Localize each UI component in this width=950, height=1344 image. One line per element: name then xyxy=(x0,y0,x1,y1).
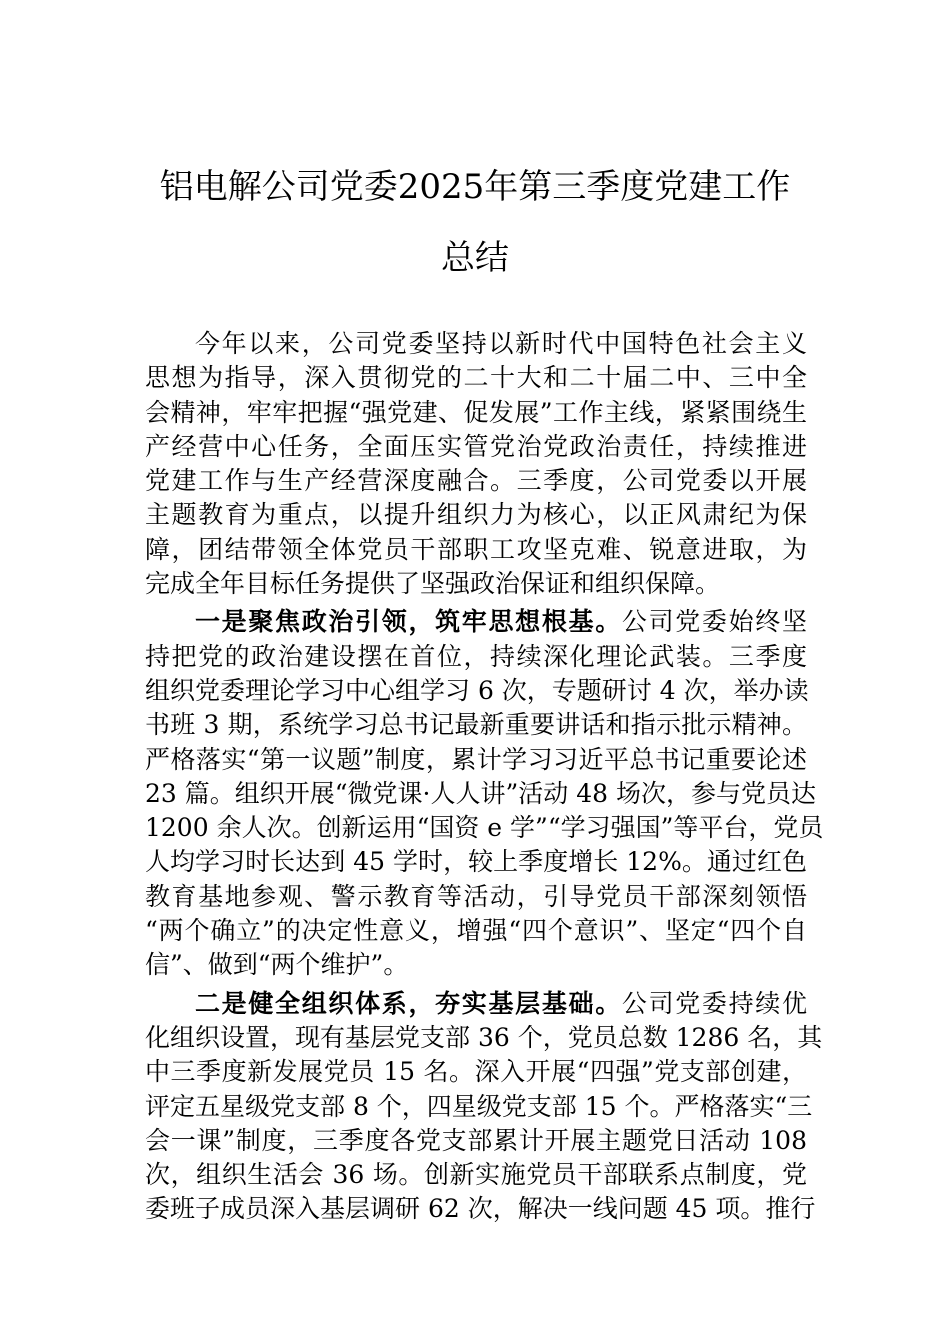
text-line xyxy=(145,396,807,430)
line-text: 中三季度新发展党员 15 名。深入开展“四强”党支部创建， xyxy=(145,1057,807,1087)
text-line xyxy=(145,464,807,498)
text-line xyxy=(145,1192,816,1226)
paragraph xyxy=(145,605,824,982)
line-text: 主题教育为重点，以提升组织力为核心，以正风肃纪为保 xyxy=(145,500,807,530)
line-text: 1200 余人次。创新运用“国资 e 学”“学习强国”等平台，党员 xyxy=(145,813,824,843)
line-text: 评定五星级党支部 8 个，四星级党支部 15 个。严格落实“三 xyxy=(145,1091,813,1121)
line-text: 严格落实“第一议题”制度，累计学习习近平总书记重要论述 xyxy=(145,744,807,774)
text-line xyxy=(145,498,807,532)
document-title-line-2: 总结 xyxy=(441,238,509,278)
paragraph-heading: 一是聚焦政治引领，筑牢思想根基。 xyxy=(195,607,622,637)
document-title-line-1: 铝电解公司党委2025年第三季度党建工作 xyxy=(159,167,791,207)
text-line xyxy=(145,811,824,845)
line-text: 23 篇。组织开展“微党课·人人讲”活动 48 场次，参与党员达 xyxy=(145,778,816,808)
line-text: 次，组织生活会 36 场。创新实施党员干部联系点制度，党 xyxy=(145,1160,807,1190)
line-text: 信”、做到“两个维护”。 xyxy=(145,950,409,980)
text-line xyxy=(145,430,807,464)
line-text: 产经营中心任务，全面压实管党治党政治责任，持续推进 xyxy=(145,431,807,461)
text-line xyxy=(145,743,807,777)
text-line xyxy=(145,605,807,639)
document-body xyxy=(145,327,824,1231)
paragraph xyxy=(145,987,823,1227)
line-text: 委班子成员深入基层调研 62 次，解决一线问题 45 项。推行 xyxy=(145,1194,816,1224)
line-text: 会一课”制度，三季度各党支部累计开展主题党日活动 108 xyxy=(145,1125,807,1155)
text-line xyxy=(145,567,807,601)
line-text: 教育基地参观、警示教育等活动，引导党员干部深刻领悟 xyxy=(145,881,807,911)
line-text: 会精神，牢牢把握“强党建、促发展”工作主线，紧紧围绕生 xyxy=(145,397,807,427)
line-text: 化组织设置，现有基层党支部 36 个，党员总数 1286 名，其 xyxy=(145,1022,823,1052)
text-line xyxy=(145,533,807,567)
line-text: “两个确立”的决定性意义，增强“四个意识”、坚定“四个自 xyxy=(145,916,807,946)
text-line xyxy=(145,987,807,1021)
paragraph xyxy=(145,327,807,601)
text-line xyxy=(145,1158,807,1192)
text-line xyxy=(145,1124,807,1158)
line-text: 持把党的政治建设摆在首位，持续深化理论武装。三季度 xyxy=(145,641,807,671)
line-text: 党建工作与生产经营深度融合。三季度，公司党委以开展 xyxy=(145,466,807,496)
text-line xyxy=(145,674,807,708)
text-line xyxy=(145,1055,807,1089)
paragraph-heading: 二是健全组织体系，夯实基层基础。 xyxy=(195,988,622,1018)
line-text: 书班 3 期，系统学习总书记最新重要讲话和指示批示精神。 xyxy=(145,710,807,740)
line-text: 障，团结带领全体党员干部职工攻坚克难、锐意进取，为 xyxy=(145,534,807,564)
line-text: 完成全年目标任务提供了坚强政治保证和组织保障。 xyxy=(145,569,721,599)
text-line xyxy=(145,880,807,914)
text-line xyxy=(145,1090,813,1124)
text-line xyxy=(145,914,807,948)
text-line xyxy=(145,1021,823,1055)
text-line xyxy=(145,708,807,742)
line-text: 组织党委理论学习中心组学习 6 次，专题研讨 4 次，举办读 xyxy=(145,675,809,705)
line-text: 人均学习时长达到 45 学时，较上季度增长 12%。通过红色 xyxy=(145,847,807,877)
line-text: 公司党委持续优 xyxy=(621,988,807,1018)
text-line xyxy=(145,640,807,674)
text-line xyxy=(145,327,807,361)
text-line xyxy=(145,361,807,395)
text-line xyxy=(145,845,807,879)
text-line xyxy=(145,777,816,811)
line-text: 思想为指导，深入贯彻党的二十大和二十届二中、三中全 xyxy=(145,363,807,393)
text-line xyxy=(145,948,807,982)
line-text: 今年以来，公司党委坚持以新时代中国特色社会主义 xyxy=(195,329,807,358)
line-text: 公司党委始终坚 xyxy=(621,607,807,637)
